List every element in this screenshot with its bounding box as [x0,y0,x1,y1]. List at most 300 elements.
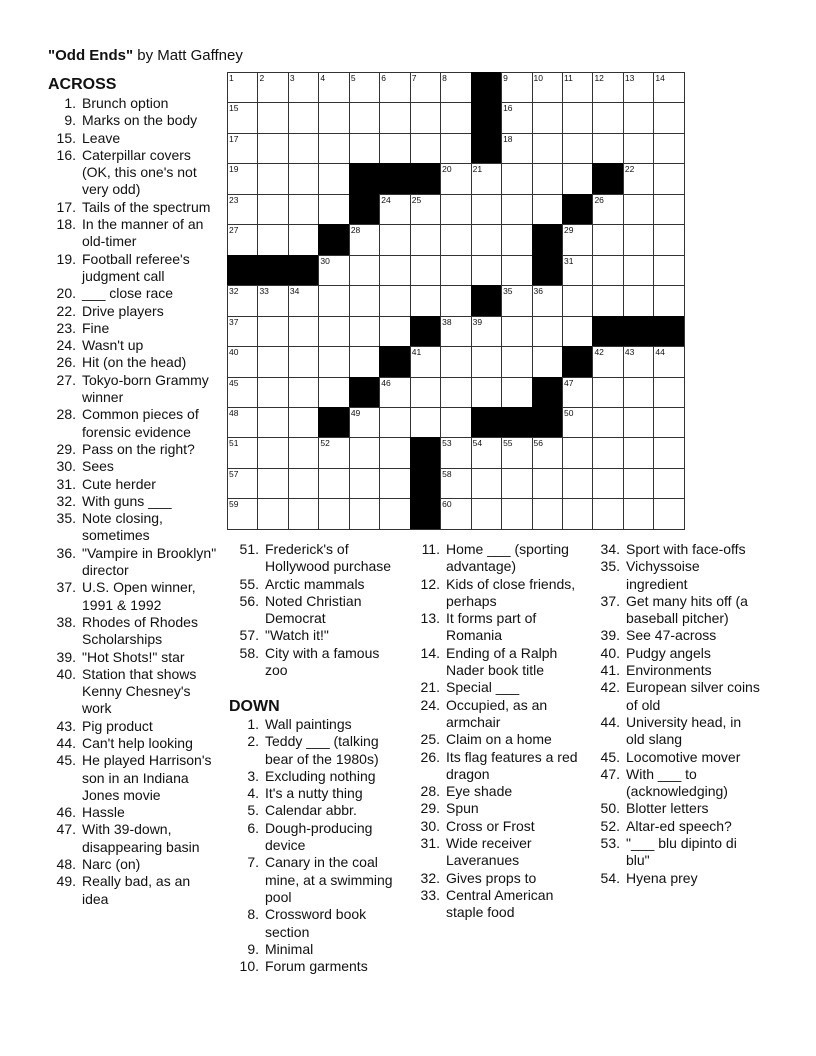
across-clue [48,303,220,320]
grid-cell[interactable] [318,468,348,498]
grid-cell[interactable] [532,468,562,498]
grid-cell[interactable] [349,468,379,498]
grid-cell[interactable] [288,102,318,132]
grid-cell[interactable] [349,407,379,437]
grid-cell[interactable] [288,437,318,467]
grid-cell[interactable] [288,498,318,528]
cell-number: 53 [442,438,452,449]
grid-cell[interactable] [379,377,409,407]
grid-cell[interactable] [623,377,653,407]
grid-cell[interactable] [471,163,501,193]
grid-cell[interactable] [440,102,470,132]
grid-cell[interactable] [532,437,562,467]
cell-number: 15 [229,103,239,114]
cell-number: 32 [229,286,239,297]
grid-block [471,133,501,163]
grid-cell[interactable] [349,498,379,528]
across-clue [48,510,220,545]
grid-cell[interactable] [501,72,531,102]
grid-cell[interactable] [532,346,562,376]
cell-number: 42 [594,347,604,358]
grid-cell[interactable] [318,437,348,467]
grid-cell[interactable] [288,194,318,224]
grid-cell[interactable] [471,437,501,467]
cell-number: 16 [503,103,513,114]
grid-cell[interactable] [623,194,653,224]
cell-number: 23 [229,194,239,205]
grid-cell[interactable] [471,255,501,285]
grid-cell[interactable] [592,285,622,315]
grid-cell[interactable] [623,163,653,193]
grid-cell[interactable] [410,285,440,315]
grid-cell[interactable] [501,468,531,498]
grid-cell[interactable] [471,316,501,346]
grid-block [532,224,562,254]
grid-cell[interactable] [440,316,470,346]
grid-cell[interactable] [318,133,348,163]
grid-cell[interactable] [227,163,257,193]
down-clue [591,749,763,766]
grid-cell[interactable] [257,72,287,102]
cell-number: 14 [655,73,665,83]
grid-cell[interactable] [440,407,470,437]
grid-cell[interactable] [592,407,622,437]
clue-number: 55. [239,575,259,592]
grid-cell[interactable] [349,285,379,315]
grid-cell[interactable] [653,346,683,376]
clue-text: "Hot Shots!" star [82,648,185,665]
across-clue [48,545,220,580]
grid-cell[interactable] [592,102,622,132]
grid-block [410,163,440,193]
grid-cell[interactable] [379,407,409,437]
down-clue [230,941,405,958]
grid-cell[interactable] [318,316,348,346]
cell-number: 12 [594,73,604,83]
grid-cell[interactable] [227,498,257,528]
grid-cell[interactable] [349,133,379,163]
grid-cell[interactable] [440,255,470,285]
grid-cell[interactable] [379,72,409,102]
grid-cell[interactable] [592,498,622,528]
cell-number: 18 [503,133,513,144]
down-clues-column-3 [591,541,763,887]
down-clue [230,820,405,855]
grid-cell[interactable] [501,377,531,407]
grid-cell[interactable] [562,498,592,528]
grid-cell[interactable] [592,133,622,163]
grid-cell[interactable] [653,437,683,467]
grid-cell[interactable] [318,72,348,102]
cell-number: 9 [503,73,508,83]
cell-number: 3 [289,73,295,83]
grid-cell[interactable] [623,346,653,376]
cell-number: 36 [533,286,543,297]
grid-cell[interactable] [501,285,531,315]
clue-number: 33. [420,886,440,903]
clue-text: Really bad, as an idea [82,873,191,907]
clue-text: Pass on the right? [82,440,195,457]
clue-text: With guns ___ [82,492,172,509]
grid-cell[interactable] [257,102,287,132]
grid-cell[interactable] [623,224,653,254]
grid-cell[interactable] [318,285,348,315]
grid-cell[interactable] [288,377,318,407]
across-clue [48,718,220,735]
grid-cell[interactable] [501,102,531,132]
clue-number: 38. [56,613,76,630]
grid-cell[interactable] [410,133,440,163]
grid-cell[interactable] [349,437,379,467]
clue-text: Get many hits off (a baseball pitcher) [626,592,748,627]
grid-cell[interactable] [562,407,592,437]
grid-cell[interactable] [623,407,653,437]
clue-number: 44. [600,713,620,730]
cell-number: 46 [381,377,391,388]
grid-cell[interactable] [227,133,257,163]
grid-cell[interactable] [349,346,379,376]
grid-cell[interactable] [653,163,683,193]
grid-cell[interactable] [379,468,409,498]
down-clue [591,870,763,887]
clue-text: Gives props to [446,869,537,886]
clue-text: Its flag features a red dragon [446,748,578,782]
grid-cell[interactable] [562,102,592,132]
grid-cell[interactable] [501,133,531,163]
clue-number: 21. [420,679,440,696]
grid-cell[interactable] [288,285,318,315]
grid-cell[interactable] [653,194,683,224]
cell-number: 56 [533,438,543,449]
across-clue [230,627,405,644]
clue-text: Tokyo-born Grammy winner [82,371,209,406]
grid-cell[interactable] [288,133,318,163]
grid-cell[interactable] [440,377,470,407]
grid-cell[interactable] [379,194,409,224]
grid-cell[interactable] [653,102,683,132]
cell-number: 38 [442,316,452,327]
grid-cell[interactable] [288,224,318,254]
cell-number: 45 [229,377,239,388]
grid-cell[interactable] [623,437,653,467]
grid-cell[interactable] [349,102,379,132]
down-clue [591,679,763,714]
grid-cell[interactable] [227,407,257,437]
clue-number: 29. [56,440,76,457]
grid-cell[interactable] [227,377,257,407]
grid-cell[interactable] [653,255,683,285]
grid-cell[interactable] [532,163,562,193]
clue-text: Football referee's judgment call [82,250,190,284]
grid-cell[interactable] [592,194,622,224]
grid-cell[interactable] [440,224,470,254]
clue-number: 9. [247,940,259,957]
clue-number: 18. [56,216,76,233]
grid-cell[interactable] [227,285,257,315]
grid-cell[interactable] [410,346,440,376]
grid-cell[interactable] [562,255,592,285]
clue-text: Hit (on the head) [82,354,187,371]
grid-cell[interactable] [471,377,501,407]
grid-cell[interactable] [318,498,348,528]
grid-cell[interactable] [592,72,622,102]
clue-number: 10. [239,958,259,975]
grid-cell[interactable] [288,72,318,102]
grid-cell[interactable] [288,407,318,437]
grid-cell[interactable] [471,194,501,224]
grid-cell[interactable] [257,437,287,467]
grid-cell[interactable] [501,163,531,193]
grid-cell[interactable] [410,102,440,132]
grid-block [349,194,379,224]
grid-cell[interactable] [288,316,318,346]
grid-block [653,316,683,346]
clue-text: Teddy ___ (talking bear of the 1980s) [265,733,379,767]
grid-cell[interactable] [440,194,470,224]
grid-cell[interactable] [471,224,501,254]
grid-cell[interactable] [562,224,592,254]
cell-number: 54 [472,438,483,449]
cell-number: 25 [411,194,422,205]
down-clue [230,785,405,802]
grid-cell[interactable] [623,498,653,528]
grid-block [471,407,501,437]
grid-cell[interactable] [653,224,683,254]
grid-cell[interactable] [410,377,440,407]
down-clue [411,576,586,611]
down-clue [591,662,763,679]
grid-cell[interactable] [410,224,440,254]
grid-cell[interactable] [471,346,501,376]
clue-text: With ___ to (acknowledging) [626,765,728,800]
grid-cell[interactable] [227,316,257,346]
cell-number: 57 [229,468,239,479]
clue-number: 30. [420,817,440,834]
clue-text: Cross or Frost [446,817,535,834]
clue-text: Marks on the body [82,112,198,129]
grid-cell[interactable] [440,468,470,498]
grid-cell[interactable] [288,163,318,193]
clue-text: Locomotive mover [626,748,741,765]
grid-cell[interactable] [471,498,501,528]
grid-cell[interactable] [532,72,562,102]
grid-cell[interactable] [440,498,470,528]
clue-number: 3. [247,767,259,784]
grid-cell[interactable] [257,194,287,224]
grid-cell[interactable] [623,72,653,102]
grid-cell[interactable] [532,133,562,163]
clue-number: 22. [56,302,76,319]
clue-number: 42. [600,679,620,696]
grid-cell[interactable] [562,72,592,102]
grid-cell[interactable] [653,468,683,498]
grid-cell[interactable] [440,285,470,315]
across-clue [48,821,220,856]
across-heading: ACROSS [48,76,117,93]
down-clue [230,802,405,819]
cell-number: 13 [624,73,635,83]
grid-cell[interactable] [318,377,348,407]
grid-cell[interactable] [379,224,409,254]
grid-cell[interactable] [501,437,531,467]
grid-cell[interactable] [349,72,379,102]
grid-cell[interactable] [257,316,287,346]
grid-cell[interactable] [379,133,409,163]
grid-cell[interactable] [227,437,257,467]
grid-cell[interactable] [653,72,683,102]
clue-number: 40. [56,665,76,682]
grid-cell[interactable] [532,498,562,528]
grid-cell[interactable] [410,255,440,285]
down-clue [230,716,405,733]
clue-text: ___ close race [82,285,174,302]
grid-cell[interactable] [318,194,348,224]
clue-text: Station that shows Kenny Chesney's work [82,665,197,717]
grid-cell[interactable] [227,194,257,224]
grid-cell[interactable] [410,407,440,437]
grid-cell[interactable] [532,102,562,132]
grid-cell[interactable] [257,224,287,254]
grid-cell[interactable] [349,255,379,285]
clue-number: 15. [56,129,76,146]
grid-cell[interactable] [257,163,287,193]
grid-cell[interactable] [410,72,440,102]
grid-cell[interactable] [288,468,318,498]
grid-cell[interactable] [227,72,257,102]
clue-text: Canary in the coal mine, at a swimming pool [265,854,393,905]
grid-cell[interactable] [623,285,653,315]
across-clue [48,406,220,441]
grid-cell[interactable] [379,316,409,346]
cell-number: 40 [229,347,239,358]
grid-cell[interactable] [623,133,653,163]
grid-cell[interactable] [257,407,287,437]
grid-cell[interactable] [623,102,653,132]
grid-cell[interactable] [471,468,501,498]
grid-cell[interactable] [379,498,409,528]
grid-cell[interactable] [592,377,622,407]
across-clue [48,285,220,302]
grid-cell[interactable] [227,468,257,498]
clue-number: 1. [247,716,259,732]
clue-number: 26. [56,354,76,371]
grid-cell[interactable] [592,224,622,254]
cell-number: 7 [411,73,417,83]
grid-cell[interactable] [562,285,592,315]
grid-cell[interactable] [257,346,287,376]
grid-cell[interactable] [562,468,592,498]
clue-number: 47. [600,765,620,782]
grid-cell[interactable] [653,133,683,163]
grid-cell[interactable] [410,194,440,224]
clue-text: European silver coins of old [626,679,760,713]
grid-cell[interactable] [501,346,531,376]
grid-cell[interactable] [592,437,622,467]
cell-number: 49 [350,407,361,418]
grid-cell[interactable] [562,133,592,163]
grid-cell[interactable] [562,437,592,467]
down-clue [591,800,763,817]
down-clue [591,541,763,558]
grid-cell[interactable] [501,194,531,224]
grid-cell[interactable] [562,316,592,346]
grid-cell[interactable] [562,163,592,193]
across-list-1 [48,95,220,908]
grid-block [532,255,562,285]
grid-cell[interactable] [288,346,318,376]
clue-text: Special ___ [446,679,520,696]
clue-number: 35. [56,510,76,527]
grid-cell[interactable] [592,255,622,285]
grid-cell[interactable] [318,163,348,193]
grid-cell[interactable] [349,316,379,346]
grid-cell[interactable] [257,498,287,528]
cell-number: 24 [381,194,391,205]
grid-cell[interactable] [379,102,409,132]
grid-cell[interactable] [440,72,470,102]
grid-cell[interactable] [440,163,470,193]
down-clue [411,731,586,748]
across-clue [48,95,220,112]
clue-number: 5. [247,802,259,819]
grid-cell[interactable] [562,377,592,407]
clue-number: 30. [56,458,76,475]
grid-cell[interactable] [349,224,379,254]
grid-cell[interactable] [227,102,257,132]
grid-cell[interactable] [532,194,562,224]
grid-cell[interactable] [318,255,348,285]
grid-cell[interactable] [257,377,287,407]
grid-cell[interactable] [257,133,287,163]
across-clue [48,579,220,614]
grid-cell[interactable] [501,498,531,528]
grid-cell[interactable] [440,133,470,163]
grid-cell[interactable] [379,437,409,467]
grid-cell[interactable] [257,285,287,315]
grid-cell[interactable] [318,102,348,132]
clue-number: 54. [600,869,620,886]
grid-cell[interactable] [532,285,562,315]
grid-cell[interactable] [227,346,257,376]
cell-number: 39 [472,316,483,327]
grid-cell[interactable] [227,224,257,254]
cell-number: 19 [229,164,239,175]
grid-cell[interactable] [623,468,653,498]
cell-number: 34 [289,286,300,297]
grid-cell[interactable] [653,407,683,437]
grid-cell[interactable] [318,346,348,376]
clue-text: Environments [626,662,712,679]
down-clue [591,818,763,835]
grid-cell[interactable] [501,224,531,254]
grid-cell[interactable] [501,316,531,346]
cell-number: 48 [229,407,239,418]
grid-cell[interactable] [623,255,653,285]
grid-cell[interactable] [379,255,409,285]
grid-cell[interactable] [501,255,531,285]
grid-cell[interactable] [532,316,562,346]
grid-cell[interactable] [440,437,470,467]
grid-cell[interactable] [653,285,683,315]
grid-cell[interactable] [592,346,622,376]
grid-cell[interactable] [257,468,287,498]
grid-cell[interactable] [440,346,470,376]
clue-number: 7. [247,854,259,871]
grid-cell[interactable] [592,468,622,498]
grid-cell[interactable] [379,285,409,315]
grid-cell[interactable] [653,377,683,407]
grid-cell[interactable] [653,498,683,528]
